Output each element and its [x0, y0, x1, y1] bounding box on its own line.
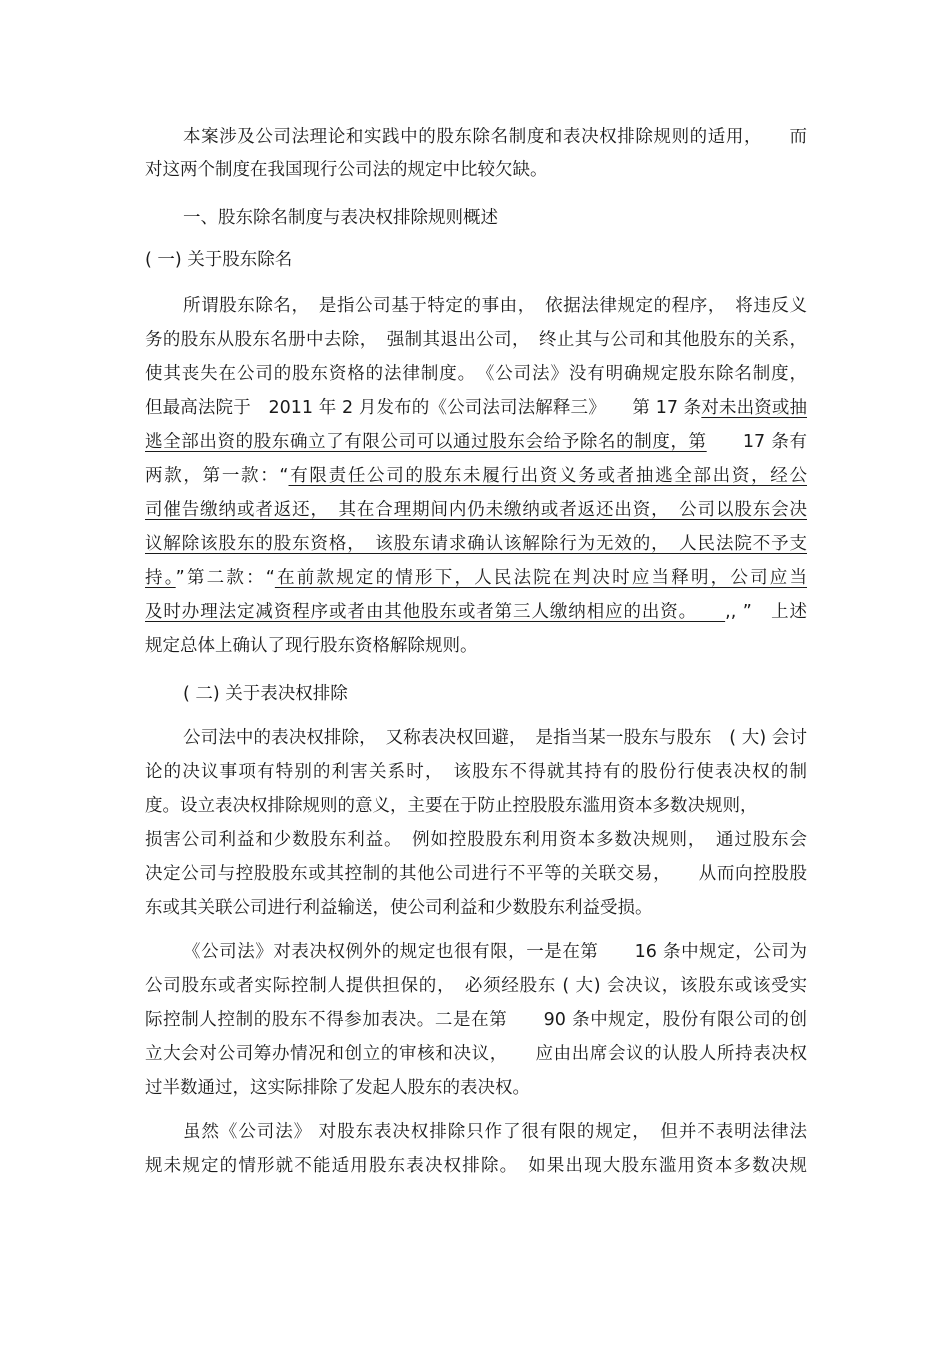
underlined-text: 对未出资或抽 [701, 398, 808, 418]
para-removal-line-1: 所谓股东除名， 是指公司基于特定的事由， 依据法律规定的程序， 将违反义 [183, 296, 807, 316]
para-voting-line-1: 公司法中的表决权排除， 又称表决权回避， 是指当某一股东与股东 ( 大) 会讨 [183, 728, 807, 748]
subsection-heading-removal: ( 一) 关于股东除名 [145, 250, 293, 270]
para-final-line-1: 虽然《公司法》 对股东表决权排除只作了很有限的规定， 但并不表明法律法 [183, 1122, 807, 1142]
para-removal-line-2: 务的股东从股东名册中去除， 强制其退出公司， 终止其与公司和其他股东的关系， [145, 330, 807, 350]
para-exceptions-line-2: 公司股东或者实际控制人提供担保的， 必须经股东 ( 大) 会决议，该股东或该受实 [145, 976, 807, 996]
section-heading: 一、股东除名制度与表决权排除规则概述 [183, 208, 498, 228]
text-run: 两款，第一款：“ [145, 466, 289, 486]
text-run: 但最高法院于 2011 年 2 月发布的《公司法司法解释三》 第 17 条 [145, 398, 702, 418]
para-removal-line-11: 规定总体上确认了现行股东资格解除规则。 [145, 636, 478, 656]
underlined-text: 在前款规定的情形下，人民法院在判决时应当释明，公司应当 [274, 568, 808, 588]
underlined-text: 持。 [145, 568, 176, 588]
para-final-line-2: 规未规定的情形就不能适用股东表决权排除。 如果出现大股东滥用资本多数决规 [145, 1156, 807, 1176]
para-removal-line-5 [145, 431, 807, 453]
intro-line-1: 本案涉及公司法理论和实践中的股东除名制度和表决权排除规则的适用， 而 [183, 127, 807, 147]
para-exceptions-line-4: 立大会对公司筹办情况和创立的审核和决议， 应由出席会议的认股人所持表决权 [145, 1044, 807, 1064]
para-voting-line-4: 损害公司利益和少数股东利益。 例如控股股东利用资本多数决规则， 通过股东会 [145, 830, 807, 850]
para-removal-line-3: 使其丧失在公司的股东资格的法律制度。 《公司法》没有明确规定股东除名制度， [145, 364, 807, 384]
underlined-text: 及时办理法定减资程序或者由其他股东或者第三人缴纳相应的出资。 [145, 602, 726, 622]
underlined-text: 逃全部出资的股东确立了有限公司可以通过股东会给予除名的制度，第 [145, 432, 707, 452]
para-removal-line-6 [145, 465, 807, 487]
intro-line-2: 对这两个制度在我国现行公司法的规定中比较欠缺。 [145, 160, 548, 180]
para-voting-line-2: 论的决议事项有特别的利害关系时， 该股东不得就其持有的股份行使表决权的制 [145, 762, 807, 782]
para-exceptions-line-5: 过半数通过，这实际排除了发起人股东的表决权。 [145, 1078, 530, 1098]
underlined-text: 有限责任公司的股东未履行出资义务或者抽逃全部出资，经公 [288, 466, 807, 486]
para-voting-line-6: 东或其关联公司进行利益输送，使公司利益和少数股东利益受损。 [145, 898, 653, 918]
para-voting-line-5: 决定公司与控股股东或其控制的其他公司进行不平等的关联交易， 从而向控股股 [145, 864, 807, 884]
para-removal-line-8: 议解除该股东的股东资格， 该股东请求确认该解除行为无效的， 人民法院不予支 [145, 534, 807, 554]
para-exceptions-line-1: 《公司法》对表决权例外的规定也很有限，一是在第 16 条中规定，公司为 [183, 942, 807, 962]
text-run: 17 条有 [706, 432, 807, 452]
para-removal-line-4 [145, 397, 807, 419]
para-removal-line-7: 司催告缴纳或者返还， 其在合理期间内仍未缴纳或者返还出资， 公司以股东会决 [145, 500, 807, 520]
para-exceptions-line-3: 际控制人控制的股东不得参加表决。二是在第 90 条中规定，股份有限公司的创 [145, 1010, 807, 1030]
para-removal-line-10 [145, 601, 807, 623]
para-removal-line-9 [145, 567, 807, 589]
text-run: ”第二款：“ [175, 568, 275, 588]
text-run: ,, ” 上述 [725, 602, 807, 622]
subsection-heading-voting: ( 二) 关于表决权排除 [183, 684, 348, 704]
para-voting-line-3: 度。设立表决权排除规则的意义，主要在于防止控股股东滥用资本多数决规则， [145, 796, 758, 816]
